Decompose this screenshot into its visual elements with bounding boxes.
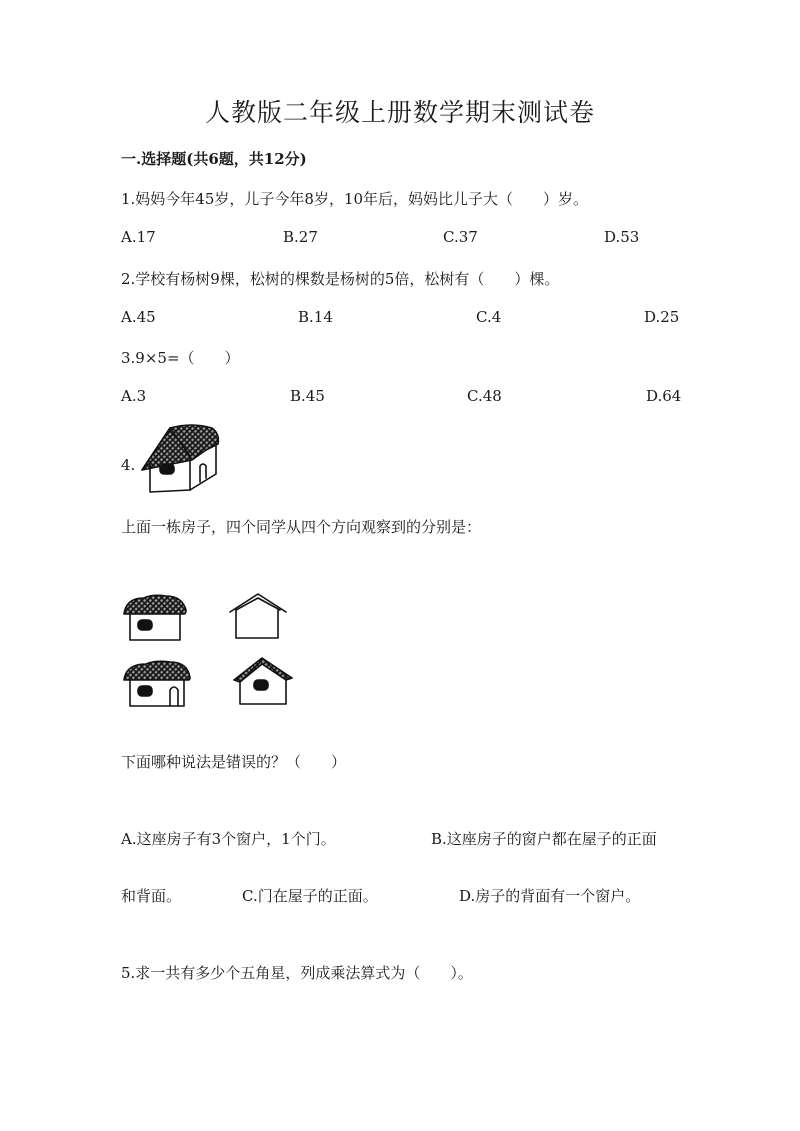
question-3-option-c: C.48 [467,387,502,405]
question-4-option-d: D.房子的背面有一个窗户。 [459,887,641,905]
question-4-option-b: B.这座房子的窗户都在屋子的正面 [431,830,657,848]
question-2-option-d: D.25 [644,308,680,326]
question-2-option-c: C.4 [476,308,502,326]
question-4-number: 4. [121,456,136,474]
question-4-intro: 上面一栋房子，四个同学从四个方向观察到的分别是： [121,518,482,536]
question-2-stem: 2.学校有杨树9棵，松树的棵数是杨树的5倍，松树有（ ）棵。 [121,270,560,288]
question-5-stem: 5.求一共有多少个五角星，列成乘法算式为（ ）。 [121,964,473,982]
question-1-option-b: B.27 [283,228,318,246]
house-view-1-figure [122,592,190,642]
house-perspective-figure [136,420,226,496]
question-4-option-a: A.这座房子有3个窗户，1个门。 [121,830,336,848]
house-view-4-figure [232,656,296,706]
question-1-option-c: C.37 [443,228,478,246]
section-heading: 一.选择题(共6题，共12分) [121,150,307,168]
question-1-option-d: D.53 [604,228,640,246]
house-view-2-figure [228,592,290,642]
question-3-option-b: B.45 [290,387,325,405]
question-2-option-b: B.14 [298,308,333,326]
question-1-stem: 1.妈妈今年45岁，儿子今年8岁，10年后，妈妈比儿子大（ ）岁。 [121,190,589,208]
question-3-option-a: A.3 [121,387,147,405]
house-view-3-figure [122,658,194,708]
question-2-option-a: A.45 [121,308,156,326]
question-4-ask: 下面哪种说法是错误的？（ ） [121,753,347,771]
question-4-option-c: C.门在屋子的正面。 [242,887,378,905]
question-3-option-d: D.64 [646,387,682,405]
page-title: 人教版二年级上册数学期末测试卷 [204,98,595,127]
question-3-stem: 3.9×5=（ ） [121,349,240,367]
question-1-option-a: A.17 [121,228,156,246]
question-4-option-b-continued: 和背面。 [121,887,182,905]
